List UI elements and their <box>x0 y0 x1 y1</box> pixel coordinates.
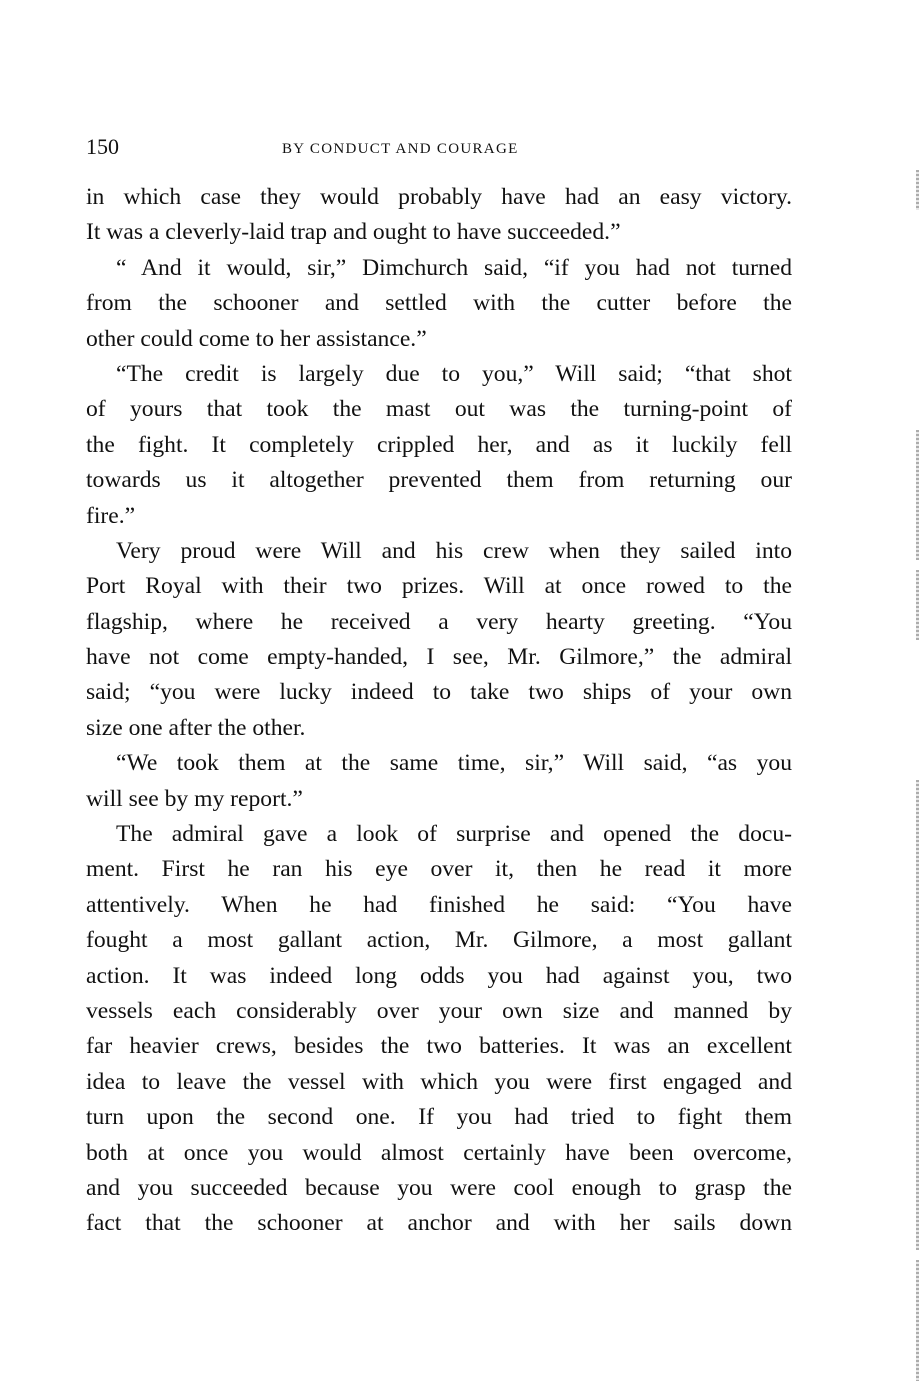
edge-mark <box>916 780 919 1250</box>
text-line: towards us it altogether prevented them from returning our <box>86 467 792 494</box>
text-line: both at once you would almost certainly have been overcome, <box>86 1139 792 1166</box>
text-line: will see by my report.” <box>86 785 303 812</box>
text-line: attentively. When he had finished he said: “You have <box>86 891 792 918</box>
body-text <box>86 180 792 1242</box>
text-line: Very proud were Will and his crew when they sailed into <box>116 537 792 564</box>
text-line: The admiral gave a look of surprise and opened the docu- <box>116 821 792 848</box>
text-line: from the schooner and settled with the cutter before the <box>86 290 792 317</box>
text-line: Port Royal with their two prizes. Will at once rowed to the <box>86 573 792 600</box>
text-line: ment. First he ran his eye over it, then he read it more <box>86 856 792 883</box>
text-line: size one after the other. <box>86 714 306 741</box>
text-line: “ And it would, sir,” Dimchurch said, “if you had not turned <box>116 254 792 281</box>
running-title: BY CONDUCT AND COURAGE <box>282 141 519 157</box>
text-line: It was a cleverly-laid trap and ought to have succeeded.” <box>86 219 621 246</box>
text-line: vessels each considerably over your own size and manned by <box>86 997 792 1024</box>
text-line: “The credit is largely due to you,” Will said; “that shot <box>116 360 792 387</box>
edge-mark <box>916 1260 919 1381</box>
edge-mark <box>916 170 919 210</box>
text-line: fought a most gallant action, Mr. Gilmore, a most gallant <box>86 927 792 954</box>
text-line: the fight. It completely crippled her, and as it luckily fell <box>86 431 792 458</box>
text-line: and you succeeded because you were cool enough to grasp the <box>86 1174 792 1201</box>
text-line: in which case they would probably have had an easy victory. <box>86 184 792 210</box>
text-line: idea to leave the vessel with which you were first engaged and <box>86 1068 792 1095</box>
page-header <box>86 133 792 163</box>
page-number: 150 <box>86 134 119 159</box>
text-line: other could come to her assistance.” <box>86 325 427 352</box>
text-line: flagship, where he received a very hearty greeting. “You <box>86 608 792 635</box>
text-line: fire.” <box>86 502 136 529</box>
text-line: of yours that took the mast out was the turning-point of <box>86 396 792 423</box>
text-line: action. It was indeed long odds you had against you, two <box>86 962 792 989</box>
text-line: “We took them at the same time, sir,” Will said, “as you <box>116 750 792 777</box>
page-edge-shadow <box>903 0 923 1381</box>
text-line: fact that the schooner at anchor and with her sails down <box>86 1210 792 1237</box>
text-line: far heavier crews, besides the two batteries. It was an excellent <box>86 1033 792 1060</box>
edge-mark <box>916 570 919 640</box>
text-line: said; “you were lucky indeed to take two ships of your own <box>86 679 792 706</box>
edge-mark <box>916 430 919 560</box>
text-line: turn upon the second one. If you had tried to fight them <box>86 1104 792 1131</box>
text-line: have not come empty-handed, I see, Mr. Gilmore,” the admiral <box>86 644 792 671</box>
